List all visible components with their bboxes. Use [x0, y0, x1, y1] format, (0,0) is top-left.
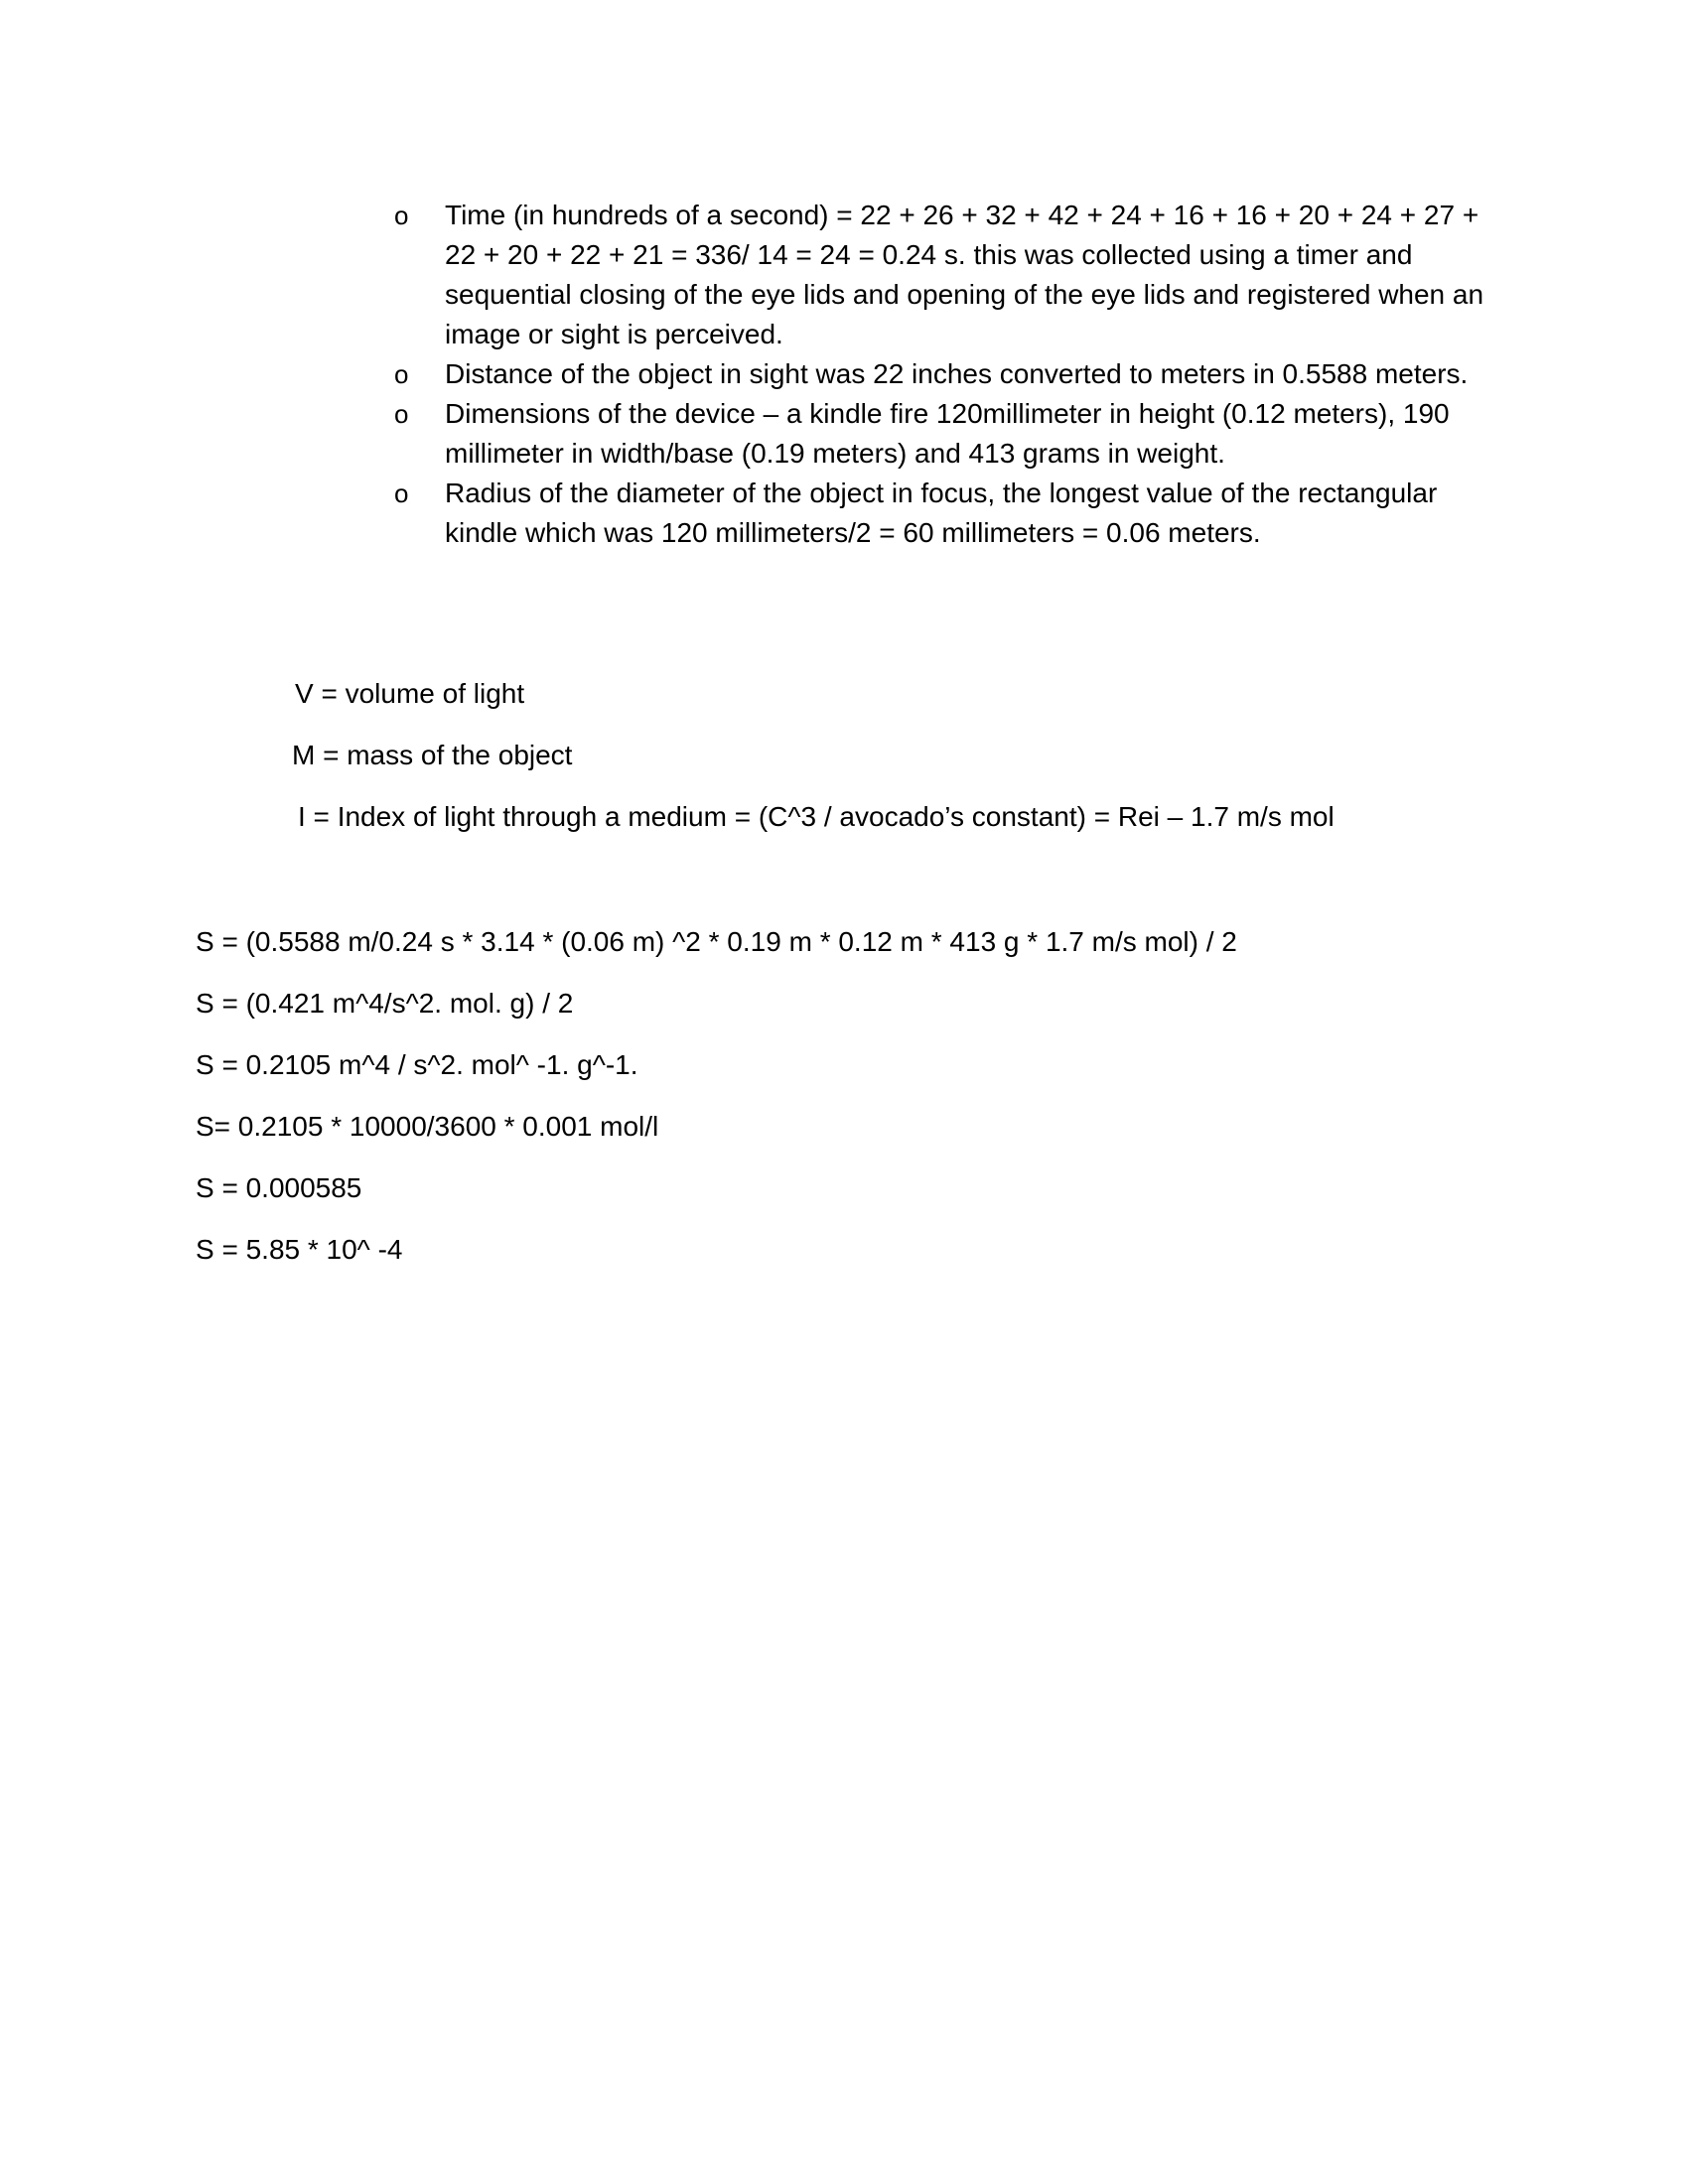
definition-volume: V = volume of light	[295, 678, 525, 709]
definition-index: I = Index of light through a medium = (C^3 / avocado’s constant) = Rei – 1.7 m/s mol	[298, 801, 1335, 832]
formula-step-1: S = (0.5588 m/0.24 s * 3.14 * (0.06 m) ^2 * 0.19 m * 0.12 m * 413 g * 1.7 m/s mol) / 2	[196, 926, 1237, 957]
bullet-marker: o	[394, 359, 409, 389]
formula-step-6: S = 5.85 * 10^ -4	[196, 1234, 403, 1265]
formula-step-3: S = 0.2105 m^4 / s^2. mol^ -1. g^-1.	[196, 1049, 638, 1080]
bullet-text: Radius of the diameter of the object in focus, the longest value of the rectangular kindle which was 120 millimeters/2 = 60 millimeters = 0.06 meters.	[445, 478, 1438, 548]
bullet-list	[0, 196, 1688, 553]
bullet-marker: o	[394, 201, 409, 230]
bullet-marker: o	[394, 478, 409, 508]
variable-definitions	[0, 674, 1688, 859]
definition-mass: M = mass of the object	[292, 740, 573, 770]
bullet-text: Time (in hundreds of a second) = 22 + 26 + 32 + 42 + 24 + 16 + 16 + 20 + 24 + 27 + 22 + 20 + 22 + 21 = 336/ 14 = 24 = 0.24 s. this was collected using a timer and sequential closing of the eye lids and opening of the eye lids and registered when an image or sight is perceived.	[445, 200, 1484, 349]
formula-step-4: S= 0.2105 * 10000/3600 * 0.001 mol/l	[196, 1111, 659, 1142]
formula-step-2: S = (0.421 m^4/s^2. mol. g) / 2	[196, 988, 574, 1019]
calculation-steps	[196, 922, 1586, 1292]
bullet-text: Distance of the object in sight was 22 inches converted to meters in 0.5588 meters.	[445, 358, 1469, 389]
bullet-item-time	[0, 196, 1487, 354]
bullet-item-distance	[0, 354, 1487, 394]
bullet-item-radius	[0, 474, 1487, 553]
bullet-marker: o	[394, 399, 409, 429]
bullet-text: Dimensions of the device – a kindle fire 120millimeter in height (0.12 meters), 190 millimeter in width/base (0.19 meters) and 413 grams in weight.	[445, 398, 1450, 469]
formula-step-5: S = 0.000585	[196, 1172, 362, 1203]
bullet-item-dimensions	[0, 394, 1487, 474]
